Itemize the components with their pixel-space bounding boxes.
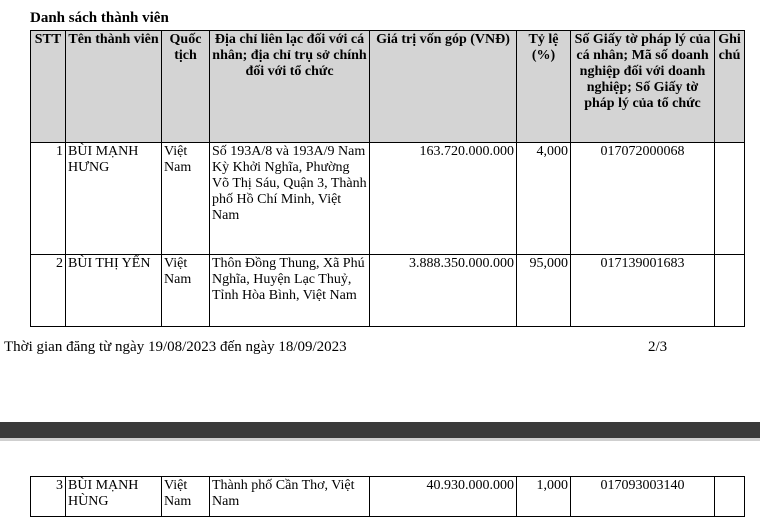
cell-stt: 2 xyxy=(31,255,66,327)
cell-capital: 163.720.000.000 xyxy=(370,143,517,255)
members-table-continued xyxy=(30,476,745,517)
cell-ratio: 95,000 xyxy=(517,255,571,327)
header-stt: STT xyxy=(31,31,66,143)
header-nationality: Quốc tịch xyxy=(162,31,210,143)
cell-address: Số 193A/8 và 193A/9 Nam Kỳ Khởi Nghĩa, Phường Võ Thị Sáu, Quận 3, Thành phố Hồ Chí Minh, Việt Nam xyxy=(210,143,370,255)
cell-legal-id: 017072000068 xyxy=(571,143,715,255)
cell-nationality: Việt Nam xyxy=(162,143,210,255)
table-row xyxy=(31,143,745,255)
cell-name: BÙI THỊ YẾN xyxy=(66,255,162,327)
cell-nationality: Việt Nam xyxy=(162,255,210,327)
cell-capital: 40.930.000.000 xyxy=(370,477,517,517)
header-note: Ghi chú xyxy=(715,31,745,143)
cell-legal-id: 017139001683 xyxy=(571,255,715,327)
section-title: Danh sách thành viên xyxy=(30,10,169,26)
cell-name: BÙI MẠNH HƯNG xyxy=(66,143,162,255)
cell-capital: 3.888.350.000.000 xyxy=(370,255,517,327)
cell-stt: 1 xyxy=(31,143,66,255)
header-legal-id: Số Giấy tờ pháp lý của cá nhân; Mã số doanh nghiệp đối với doanh nghiệp; Số Giấy tờ pháp lý của tổ chức xyxy=(571,31,715,143)
cell-legal-id: 017093003140 xyxy=(571,477,715,517)
header-capital: Giá trị vốn góp (VNĐ) xyxy=(370,31,517,143)
registration-period: Thời gian đăng từ ngày 19/08/2023 đến ngày 18/09/2023 xyxy=(4,339,347,355)
cell-nationality: Việt Nam xyxy=(162,477,210,517)
header-ratio: Tỷ lệ (%) xyxy=(517,31,571,143)
cell-name: BÙI MẠNH HÙNG xyxy=(66,477,162,517)
header-name: Tên thành viên xyxy=(66,31,162,143)
cell-note xyxy=(715,477,745,517)
page-separator xyxy=(0,422,760,438)
page-separator-shade xyxy=(0,438,760,441)
table-header-row xyxy=(31,31,745,143)
table-row xyxy=(31,255,745,327)
cell-note xyxy=(715,143,745,255)
cell-ratio: 1,000 xyxy=(517,477,571,517)
cell-stt: 3 xyxy=(31,477,66,517)
cell-ratio: 4,000 xyxy=(517,143,571,255)
cell-address: Thành phố Cần Thơ, Việt Nam xyxy=(210,477,370,517)
header-address: Địa chỉ liên lạc đối với cá nhân; địa chỉ trụ sở chính đối với tổ chức xyxy=(210,31,370,143)
cell-note xyxy=(715,255,745,327)
members-table xyxy=(30,30,745,327)
cell-address: Thôn Đồng Thung, Xã Phú Nghĩa, Huyện Lạc Thuỷ, Tỉnh Hòa Bình, Việt Nam xyxy=(210,255,370,327)
table-row xyxy=(31,477,745,517)
page-number: 2/3 xyxy=(648,339,668,355)
